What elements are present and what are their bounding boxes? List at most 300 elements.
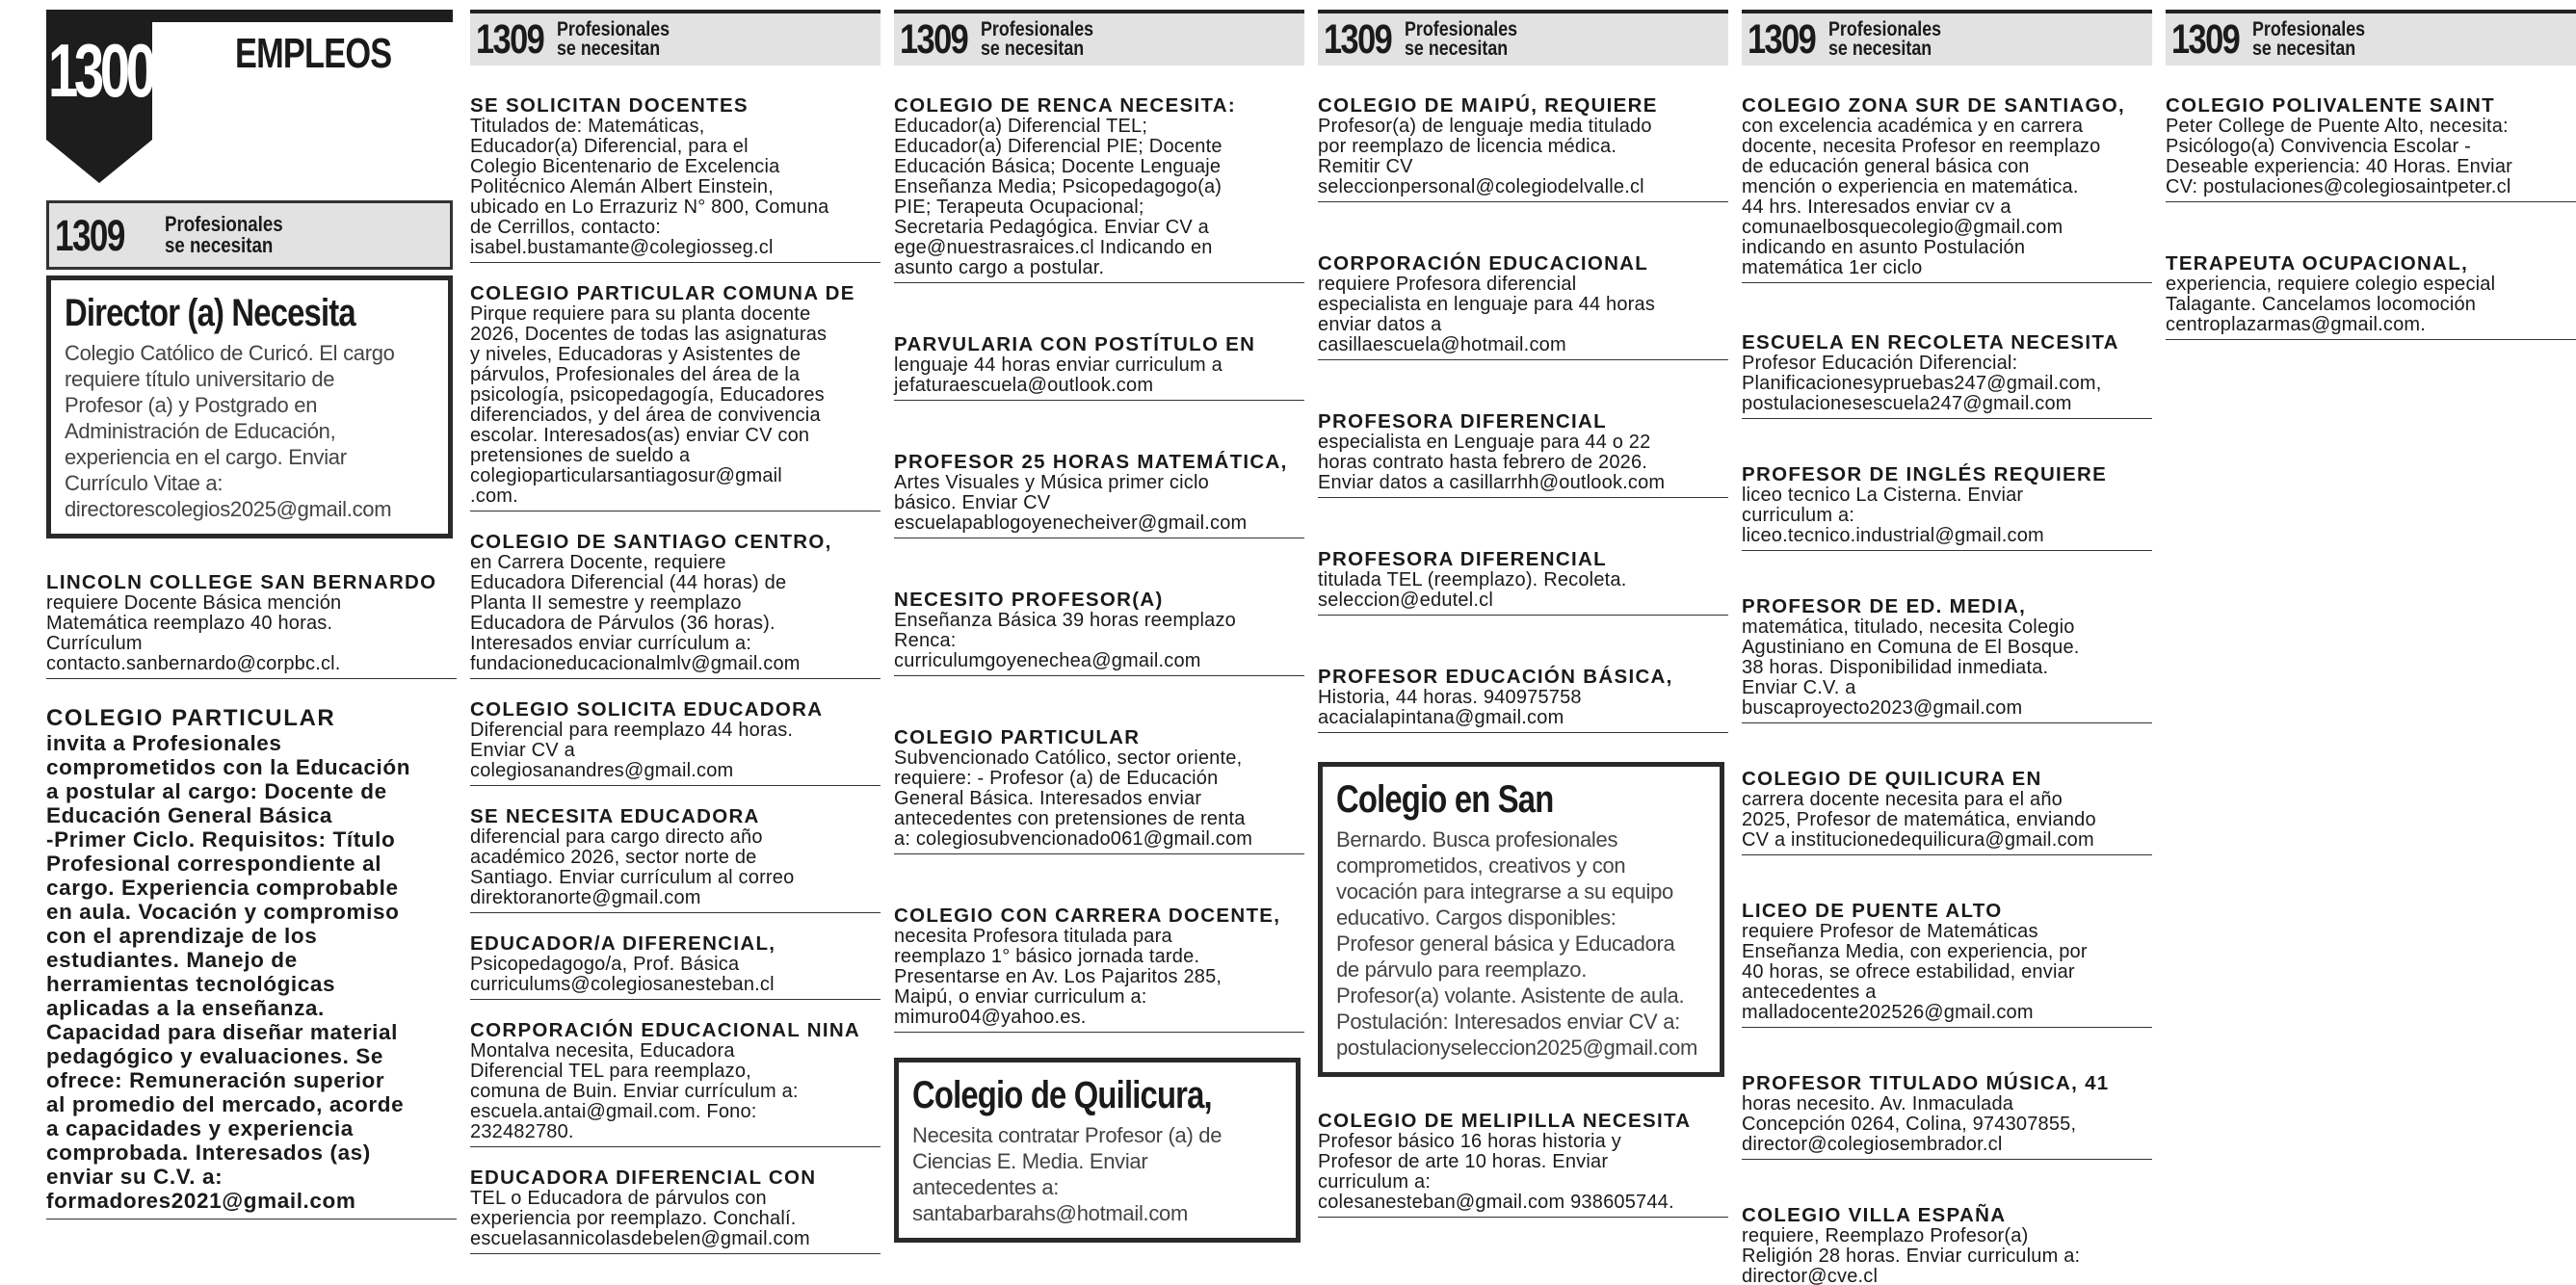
ad-line: seleccion@edutel.cl: [1318, 590, 1493, 611]
ad-line: de educación general básica con: [1742, 156, 2030, 177]
ad-line: Secretaria Pedagógica. Enviar CV a: [894, 217, 1209, 238]
ad-line: seleccionpersonal@colegiodelvalle.cl: [1318, 176, 1644, 197]
ad-line: escuelapablogoyenecheiver@gmail.com: [894, 512, 1248, 534]
classified-ad: [894, 445, 1304, 538]
section-label: Profesionales se necesitan: [557, 18, 670, 60]
ad-line: ege@nuestrasraices.cl Indicando en: [894, 237, 1213, 258]
col3-ads: [894, 89, 1304, 1033]
section-header: [470, 10, 881, 66]
section-label: Profesionales se necesitan: [1828, 18, 1942, 60]
ad-title: PROFESORA DIFERENCIAL: [1318, 548, 1607, 570]
colegio-particular-ad: [46, 696, 457, 1213]
ad-title: COLEGIO CON CARRERA DOCENTE,: [894, 905, 1281, 927]
classified-ad: [894, 721, 1304, 854]
classified-ad: [2166, 89, 2576, 202]
ad-line: 2025, Profesor de matemática, enviando: [1742, 809, 2096, 830]
ad-line: Agustiniano en Comuna de El Bosque.: [1742, 637, 2080, 658]
ad-line: Enseñanza Media; Psicopedagogo(a): [894, 176, 1222, 197]
ad-line: Profesor(a) de lenguaje media titulado: [1318, 116, 1652, 137]
ad-line: aplicadas a la enseñanza.: [46, 996, 325, 1020]
ad-title: COLEGIO PARTICULAR: [894, 726, 1141, 748]
ad-line: Diferencial para reemplazo 44 horas.: [470, 720, 794, 741]
classified-ad: [1318, 542, 1728, 616]
ad-line: Postulación: Interesados enviar CV a:: [1336, 1010, 1680, 1034]
section-header: [1318, 10, 1728, 66]
ad-line: Educador(a) Diferencial, para el: [470, 136, 749, 157]
ad-line: buscaproyecto2023@gmail.com: [1742, 697, 2023, 719]
ad-line: liceo.tecnico.industrial@gmail.com: [1742, 525, 2044, 546]
classified-ad: [470, 800, 881, 913]
ad-line: titulada TEL (reemplazo). Recoleta.: [1318, 569, 1627, 590]
ad-line: Renca:: [894, 630, 957, 651]
ad-line: director@cve.cl: [1742, 1266, 1879, 1285]
ad-line: al promedio del mercado, acorde: [46, 1092, 405, 1116]
classified-ad: [470, 89, 881, 263]
column-1: [46, 0, 457, 1285]
ad-title: COLEGIO PARTICULAR COMUNA DE: [470, 282, 855, 304]
ad-line: Peter College de Puente Alto, necesita:: [2166, 116, 2509, 137]
section-header: [2166, 10, 2576, 66]
empleos-number: 1300: [48, 28, 152, 113]
ad-line: requiere, Reemplazo Profesor(a): [1742, 1225, 2029, 1246]
ad-line: invita a Profesionales: [46, 731, 282, 755]
ad-line: escolar. Interesados(as) enviar CV con: [470, 425, 810, 446]
ad-line: Historia, 44 horas. 940975758: [1318, 687, 1582, 708]
ad-line: antecedentes a:: [912, 1175, 1060, 1199]
ad-line: requiere Docente Básica mención: [46, 592, 342, 614]
ad-line: Maipú, o enviar curriculum a:: [894, 986, 1147, 1008]
ad-title: COLEGIO ZONA SUR DE SANTIAGO,: [1742, 94, 2125, 117]
ad-line: de Cerrillos, contacto:: [470, 217, 662, 238]
classified-ad: [2166, 247, 2576, 340]
col6-ads: [2166, 89, 2576, 340]
classified-ad: [894, 583, 1304, 676]
ad-body: [894, 117, 1304, 278]
ad-line: lenguaje 44 horas enviar curriculum a: [894, 354, 1222, 376]
ad-line: experiencia por reemplazo. Conchalí.: [470, 1208, 797, 1229]
ad-body: [1318, 275, 1728, 355]
ad-line: Matemática reemplazo 40 horas.: [46, 613, 333, 634]
ad-line: Religión 28 horas. Enviar curriculum a:: [1742, 1246, 2081, 1267]
ad-title: COLEGIO DE RENCA NECESITA:: [894, 94, 1236, 117]
san-bernardo-ad-title: Colegio en San: [1336, 778, 1554, 821]
column-4: [1318, 0, 1728, 1285]
ad-title: PROFESOR TITULADO MÚSICA, 41: [1742, 1072, 2110, 1094]
ad-line: requiere Profesora diferencial: [1318, 274, 1577, 295]
classified-ad: [1742, 326, 2152, 419]
ad-line: Montalva necesita, Educadora: [470, 1040, 735, 1062]
ad-body: [470, 304, 881, 507]
ad-title: PROFESOR EDUCACIÓN BÁSICA,: [1318, 666, 1673, 688]
colegio-particular-body: [46, 731, 457, 1213]
ad-line: comuna de Buin. Enviar currículum a:: [470, 1081, 799, 1102]
ad-line: Educación Básica; Docente Lenguaje: [894, 156, 1222, 177]
ad-body: [1742, 485, 2152, 546]
ad-line: Bernardo. Busca profesionales: [1336, 827, 1618, 852]
ad-body: [1742, 790, 2152, 851]
ad-line: Profesor (a) y Postgrado en: [65, 393, 318, 417]
ad-line: liceo tecnico La Cisterna. Enviar: [1742, 485, 2024, 506]
ad-line: Subvencionado Católico, sector oriente,: [894, 747, 1243, 769]
ad-line: diferenciados, y del área de convivencia: [470, 405, 821, 426]
ad-title: COLEGIO DE MAIPÚ, REQUIERE: [1318, 94, 1658, 117]
ad-line: con el aprendizaje de los: [46, 924, 318, 948]
classified-ad: [470, 276, 881, 511]
section-number: 1309: [476, 15, 544, 63]
ad-line: Colegio Católico de Curicó. El cargo: [65, 341, 395, 365]
ad-title: LINCOLN COLLEGE SAN BERNARDO: [46, 571, 437, 593]
ad-line: Enviar C.V. a: [1742, 677, 1856, 698]
quilicura-ad-title: Colegio de Quilicura,: [912, 1074, 1212, 1116]
ad-body: [470, 955, 881, 995]
ad-title: EDUCADOR/A DIFERENCIAL,: [470, 932, 776, 955]
ad-line: fundacioneducacionalmlv@gmail.com: [470, 653, 801, 674]
ad-line: postulacionesescuela247@gmail.com: [1742, 393, 2072, 414]
ad-line: enviar su C.V. a:: [46, 1165, 223, 1189]
ad-line: de párvulo para reemplazo.: [1336, 957, 1588, 982]
section-number: 1309: [1748, 15, 1816, 63]
ad-line: herramientas tecnológicas: [46, 972, 336, 996]
ad-line: a postular al cargo: Docente de: [46, 779, 387, 803]
empleos-title: EMPLEOS: [235, 30, 392, 77]
classified-ad: [894, 89, 1304, 283]
col4-ads: [1318, 89, 1728, 733]
ad-line: ofrece: Remuneración superior: [46, 1068, 385, 1092]
ad-line: horas necesito. Av. Inmaculada: [1742, 1093, 2014, 1115]
ad-line: matemática, titulado, necesita Colegio: [1742, 616, 2075, 638]
classified-ad: [1742, 89, 2152, 283]
ad-line: malladocente202526@gmail.com: [1742, 1002, 2034, 1023]
ad-body: [1318, 433, 1728, 493]
classified-ad: [470, 1013, 881, 1147]
ad-body: [1742, 1094, 2152, 1155]
ad-line: con excelencia académica y en carrera: [1742, 116, 2084, 137]
ad-line: párvulos, Profesionales del área de la: [470, 364, 801, 385]
ad-line: escuelasannicolasdebelen@gmail.com: [470, 1228, 810, 1249]
ad-line: postulacionyseleccion2025@gmail.com: [1336, 1036, 1698, 1060]
column-2: [470, 0, 881, 1285]
ad-line: formadores2021@gmail.com: [46, 1189, 356, 1213]
classified-ad: [470, 525, 881, 679]
ad-title: COLEGIO DE QUILICURA EN: [1742, 768, 2042, 790]
ad-line: Interesados enviar currículum a:: [470, 633, 752, 654]
section-label: Profesionales se necesitan: [981, 18, 1094, 60]
colegio-particular-title: COLEGIO PARTICULAR: [46, 705, 336, 731]
ad-title: CORPORACIÓN EDUCACIONAL: [1318, 252, 1649, 275]
ad-body: [2166, 275, 2576, 335]
ad-body: [1742, 354, 2152, 414]
ad-line: Colegio Bicentenario de Excelencia: [470, 156, 780, 177]
ad-line: PIE; Terapeuta Ocupacional;: [894, 197, 1144, 218]
ad-line: Currículum: [46, 633, 143, 654]
ad-line: Enseñanza Básica 39 horas reemplazo: [894, 610, 1236, 631]
ad-line: por reemplazo de licencia médica.: [1318, 136, 1617, 157]
ad-line: 44 hrs. Interesados enviar cv a: [1742, 197, 2011, 218]
ad-line: pretensiones de sueldo a: [470, 445, 691, 466]
classified-ad: [894, 328, 1304, 401]
ad-title: PROFESORA DIFERENCIAL: [1318, 410, 1607, 433]
empleos-arrow-shape: [46, 140, 152, 183]
ad-line: Remitir CV: [1318, 156, 1413, 177]
classified-ad: [894, 899, 1304, 1033]
ad-line: requiere: - Profesor (a) de Educación: [894, 768, 1219, 789]
ad-title: TERAPEUTA OCUPACIONAL,: [2166, 252, 2469, 275]
ad-title: ESCUELA EN RECOLETA NECESITA: [1742, 331, 2119, 354]
quilicura-ad-box: [894, 1058, 1301, 1243]
ad-line: santabarbarahs@hotmail.com: [912, 1201, 1189, 1225]
ad-body: [894, 355, 1304, 396]
ad-line: 2026, Docentes de todas las asignaturas: [470, 324, 828, 345]
ad-line: pedagógico y evaluaciones. Se: [46, 1044, 384, 1068]
ad-line: Artes Visuales y Música primer ciclo: [894, 472, 1209, 493]
ad-line: CV: postulaciones@colegiosaintpeter.cl: [2166, 176, 2511, 197]
col1-ads: [46, 565, 457, 679]
ad-line: asunto cargo a postular.: [894, 257, 1105, 278]
ad-line: director@colegiosembrador.cl: [1742, 1134, 2003, 1155]
ad-line: vocación para integrarse a su equipo: [1336, 879, 1673, 904]
ad-line: docente, necesita Profesor en reemplazo: [1742, 136, 2101, 157]
classified-ad: [1742, 762, 2152, 855]
ad-line: directorescolegios2025@gmail.com: [65, 497, 392, 521]
ad-line: Profesor Educación Diferencial:: [1742, 353, 2018, 374]
ad-title: COLEGIO VILLA ESPAÑA: [1742, 1204, 2007, 1226]
ad-line: Educación General Básica: [46, 803, 333, 827]
ad-body: [470, 1041, 881, 1142]
ad-line: colegiosanandres@gmail.com: [470, 760, 734, 781]
classified-ad: [470, 927, 881, 1000]
ad-line: -Primer Ciclo. Requisitos: Título: [46, 827, 396, 852]
ad-line: comprometidos, creativos y con: [1336, 853, 1626, 878]
ad-body: [1742, 1226, 2152, 1285]
ad-title: PARVULARIA CON POSTÍTULO EN: [894, 333, 1256, 355]
ad-body: [46, 593, 457, 674]
ad-line: 40 horas, se ofrece estabilidad, enviar: [1742, 961, 2075, 983]
ad-line: Deseable experiencia: 40 Horas. Enviar: [2166, 156, 2513, 177]
ad-line: Enviar CV a: [470, 740, 575, 761]
ad-line: experiencia, requiere colegio especial: [2166, 274, 2496, 295]
column-6: [2166, 0, 2576, 1285]
ad-line: requiere título universitario de: [65, 367, 335, 391]
ad-line: necesita Profesora titulada para: [894, 926, 1172, 947]
director-ad-body: [65, 340, 434, 522]
ad-line: reemplazo 1° básico jornada tarde.: [894, 946, 1200, 967]
col4-end-ad: [1318, 1104, 1728, 1218]
ad-line: experiencia en el cargo. Enviar: [65, 445, 347, 469]
ad-title: PROFESOR 25 HORAS MATEMÁTICA,: [894, 451, 1288, 473]
section-label: Profesionales se necesitan: [165, 212, 283, 257]
ad-line: Diferencial TEL para reemplazo,: [470, 1061, 751, 1082]
director-ad-title: Director (a) Necesita: [65, 292, 355, 334]
ad-body: [894, 473, 1304, 534]
ad-title: EDUCADORA DIFERENCIAL CON: [470, 1167, 817, 1189]
ad-line: antecedentes a: [1742, 982, 1877, 1003]
ad-line: especialista en Lenguaje para 44 o 22: [1318, 432, 1651, 453]
ad-line: requiere Profesor de Matemáticas: [1742, 921, 2038, 942]
classified-ad: [1742, 590, 2152, 723]
ad-title: PROFESOR DE INGLÉS REQUIERE: [1742, 463, 2108, 485]
ad-title: SE NECESITA EDUCADORA: [470, 805, 760, 827]
ad-line: cargo. Experiencia comprobable: [46, 876, 399, 900]
column-5: [1742, 0, 2152, 1285]
ad-title: COLEGIO POLIVALENTE SAINT: [2166, 94, 2495, 117]
section-header: [894, 10, 1304, 66]
ad-line: comprobada. Interesados (as): [46, 1141, 371, 1165]
ad-body: [470, 117, 881, 258]
ad-line: Planificacionesypruebas247@gmail.com,: [1742, 373, 2102, 394]
ad-line: Psicólogo(a) Convivencia Escolar -: [2166, 136, 2471, 157]
ad-line: en Carrera Docente, requiere: [470, 552, 726, 573]
ad-line: direktoranorte@gmail.com: [470, 887, 701, 908]
ad-body: [1318, 688, 1728, 728]
ad-line: curriculum a:: [1318, 1171, 1432, 1193]
ad-line: básico. Enviar CV: [894, 492, 1051, 513]
ad-line: CV a institucionedequilicura@gmail.com: [1742, 829, 2094, 851]
classified-ad: [1742, 1066, 2152, 1160]
ad-line: escuela.antai@gmail.com. Fono:: [470, 1101, 757, 1122]
col2-ads: [470, 89, 881, 1254]
section-header: [1742, 10, 2152, 66]
ad-line: .com.: [470, 485, 518, 507]
director-ad-box: [46, 275, 453, 538]
classified-ad: [1318, 405, 1728, 498]
ad-line: carrera docente necesita para el año: [1742, 789, 2063, 810]
ad-line: comunaelbosquecolegio@gmail.com: [1742, 217, 2063, 238]
san-bernardo-ad-box: [1318, 762, 1724, 1077]
ad-body: [1318, 1132, 1728, 1213]
ad-line: Profesional correspondiente al: [46, 852, 382, 876]
ad-title: SE SOLICITAN DOCENTES: [470, 94, 749, 117]
ad-line: Educador(a) Diferencial PIE; Docente: [894, 136, 1222, 157]
ad-line: mención o experiencia en matemática.: [1742, 176, 2079, 197]
classified-ad: [1318, 660, 1728, 733]
ad-line: en aula. Vocación y compromiso: [46, 900, 400, 924]
ad-body: [894, 927, 1304, 1028]
ad-line: matemática 1er ciclo: [1742, 257, 1923, 278]
section-label: Profesionales se necesitan: [1405, 18, 1518, 60]
ad-line: estudiantes. Manejo de: [46, 948, 298, 972]
ad-body: [2166, 117, 2576, 197]
section-number: 1309: [55, 210, 124, 260]
ad-line: Capacidad para diseñar material: [46, 1020, 398, 1044]
ad-line: Pirque requiere para su planta docente: [470, 303, 811, 325]
ad-body: [1742, 117, 2152, 278]
classified-ad: [1742, 894, 2152, 1028]
ad-line: Enseñanza Media, con experiencia, por: [1742, 941, 2088, 962]
ad-line: y niveles, Educadoras y Asistentes de: [470, 344, 802, 365]
ad-body: [470, 827, 881, 908]
ad-line: colegioparticularsantiagosur@gmail: [470, 465, 782, 486]
ad-line: curriculumgoyenechea@gmail.com: [894, 650, 1201, 671]
ad-line: enviar datos a: [1318, 314, 1442, 335]
san-bernardo-ad-body: [1336, 826, 1706, 1061]
ad-title: COLEGIO SOLICITA EDUCADORA: [470, 698, 824, 721]
ad-body: [470, 553, 881, 674]
classified-ad: [470, 693, 881, 786]
ad-line: jefaturaescuela@outlook.com: [894, 375, 1154, 396]
classified-ad: [1742, 458, 2152, 551]
classified-ad: [1318, 89, 1728, 202]
ad-title: CORPORACIÓN EDUCACIONAL NINA: [470, 1019, 861, 1041]
ad-line: Ciencias E. Media. Enviar: [912, 1149, 1148, 1173]
ad-title: COLEGIO DE SANTIAGO CENTRO,: [470, 531, 832, 553]
ad-line: acacialapintana@gmail.com: [1318, 707, 1564, 728]
ad-line: colesanesteban@gmail.com 938605744.: [1318, 1192, 1674, 1213]
ad-line: Psicopedagogo/a, Prof. Básica: [470, 954, 740, 975]
ad-line: 38 horas. Disponibilidad inmediata.: [1742, 657, 2049, 678]
ad-body: [894, 611, 1304, 671]
ad-line: Concepción 0264, Colina, 974307855,: [1742, 1114, 2077, 1135]
ad-line: 232482780.: [470, 1121, 574, 1142]
ad-line: Currículo Vitae a:: [65, 471, 223, 495]
ad-line: a: colegiosubvencionado061@gmail.com: [894, 828, 1253, 850]
ad-line: casillaescuela@hotmail.com: [1318, 334, 1566, 355]
ad-line: horas contrato hasta febrero de 2026.: [1318, 452, 1648, 473]
ad-line: diferencial para cargo directo año: [470, 826, 763, 848]
ad-line: Enviar datos a casillarrhh@outlook.com: [1318, 472, 1666, 493]
classified-ad: [1318, 1104, 1728, 1218]
ad-title: COLEGIO DE MELIPILLA NECESITA: [1318, 1110, 1692, 1132]
ad-line: Profesor(a) volante. Asistente de aula.: [1336, 983, 1685, 1008]
ad-body: [1318, 570, 1728, 611]
ad-line: Educador(a) Diferencial TEL;: [894, 116, 1148, 137]
ad-body: [470, 1189, 881, 1249]
ad-line: contacto.sanbernardo@corpbc.cl.: [46, 653, 341, 674]
ad-line: Titulados de: Matemáticas,: [470, 116, 705, 137]
ad-line: Presentarse en Av. Los Pajaritos 285,: [894, 966, 1222, 987]
col5-ads: [1742, 89, 2152, 1285]
ad-line: ubicado en Lo Errazuriz N° 800, Comuna: [470, 197, 829, 218]
section-header-boxed: [46, 200, 453, 270]
ad-line: Profesor general básica y Educadora: [1336, 931, 1675, 956]
ad-title: PROFESOR DE ED. MEDIA,: [1742, 595, 2027, 617]
quilicura-ad-body: [912, 1122, 1282, 1226]
classified-ad: [470, 1161, 881, 1254]
ad-line: psicología, psicopedagogía, Educadores: [470, 384, 825, 406]
ad-line: General Básica. Interesados enviar: [894, 788, 1202, 809]
empleos-header: [46, 0, 457, 183]
ad-line: indicando en asunto Postulación: [1742, 237, 2026, 258]
column-3: [894, 0, 1304, 1285]
classified-ad: [1742, 1198, 2152, 1285]
section-number: 1309: [900, 15, 968, 63]
ad-line: Santiago. Enviar currículum al correo: [470, 867, 795, 888]
section-number: 1309: [2171, 15, 2240, 63]
section-label: Profesionales se necesitan: [2252, 18, 2366, 60]
ad-line: mimuro04@yahoo.es.: [894, 1007, 1087, 1028]
ad-line: Politécnico Alemán Albert Einstein,: [470, 176, 774, 197]
ad-body: [1742, 922, 2152, 1023]
ad-line: Educadora de Párvulos (36 horas).: [470, 613, 775, 634]
ad-line: curriculum a:: [1742, 505, 1855, 526]
ad-line: Profesor básico 16 horas historia y: [1318, 1131, 1621, 1152]
ad-body: [470, 721, 881, 781]
ad-line: Necesita contratar Profesor (a) de: [912, 1123, 1222, 1147]
ad-line: antecedentes con pretensiones de renta: [894, 808, 1246, 829]
ad-line: académico 2026, sector norte de: [470, 847, 757, 868]
ad-line: educativo. Cargos disponibles:: [1336, 905, 1617, 930]
ad-line: Planta II semestre y reemplazo: [470, 592, 742, 614]
ad-body: [894, 748, 1304, 850]
ad-title: LICEO DE PUENTE ALTO: [1742, 900, 2003, 922]
ad-line: especialista en lenguaje para 44 horas: [1318, 294, 1656, 315]
ad-line: TEL o Educadora de párvulos con: [470, 1188, 767, 1209]
ad-body: [1318, 117, 1728, 197]
ad-line: Educadora Diferencial (44 horas) de: [470, 572, 787, 593]
ad-line: comprometidos con la Educación: [46, 755, 411, 779]
ad-title: NECESITO PROFESOR(A): [894, 589, 1164, 611]
ad-body: [1742, 617, 2152, 719]
ad-line: a capacidades y experiencia: [46, 1116, 354, 1141]
